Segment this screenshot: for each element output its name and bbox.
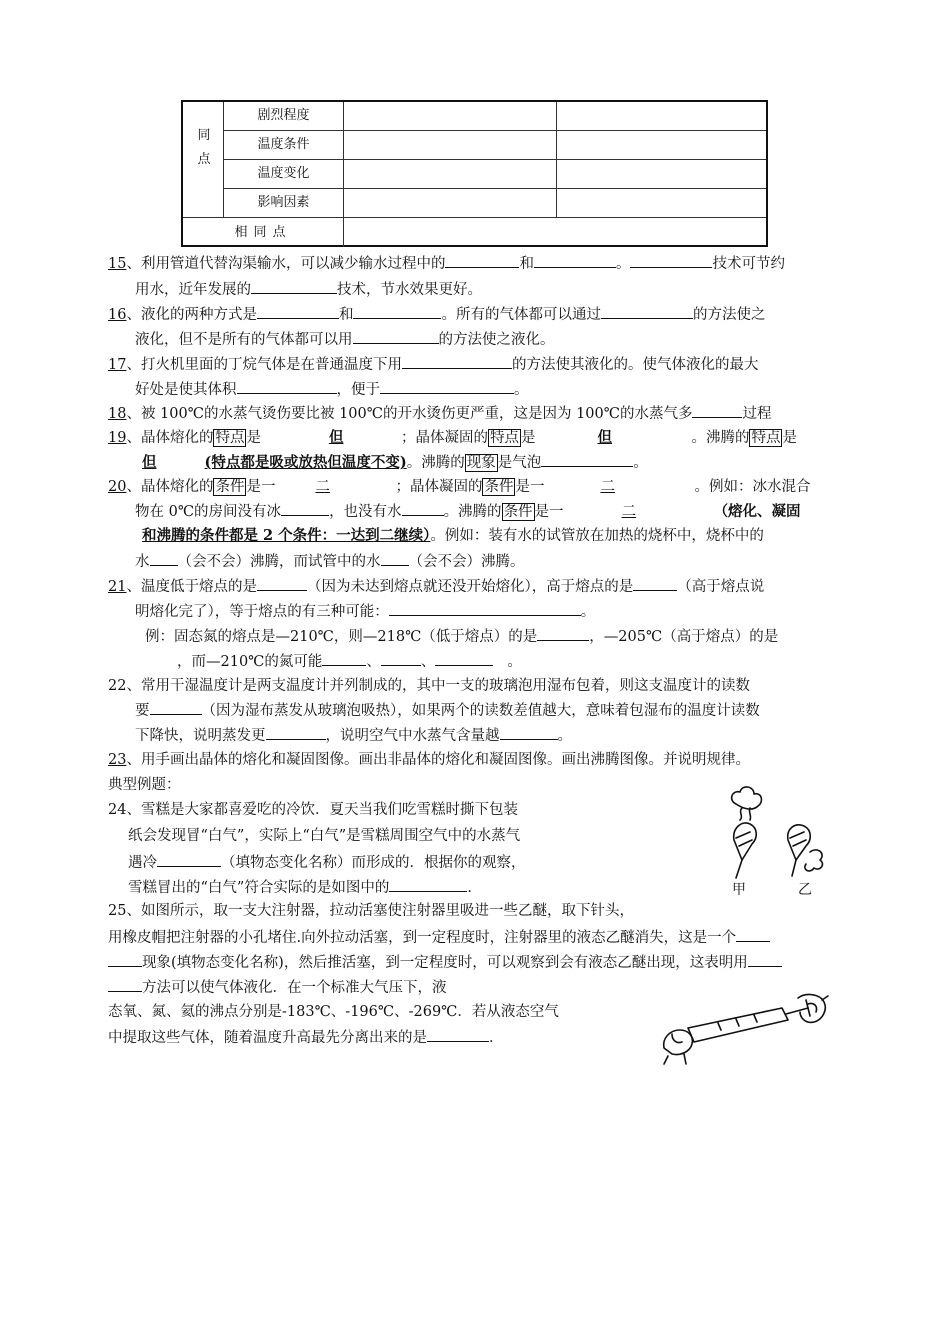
right-hand [798, 995, 825, 1023]
ice-cream-figure [718, 782, 830, 896]
answer-blank[interactable] [108, 952, 142, 967]
answer-blank[interactable] [630, 253, 712, 268]
table-row-same [183, 218, 766, 247]
answer-blank[interactable] [381, 551, 409, 566]
answer-blank[interactable] [633, 576, 677, 591]
question-24-line-4: 雪糕冒出的“白气”符合实际的是如图中的 ． [128, 877, 482, 898]
answer-blank[interactable] [534, 253, 616, 268]
answer-blank[interactable] [601, 304, 693, 319]
question-23: 23、用手画出晶体的熔化和凝固图像。画出非晶体的熔化和凝固图像。画出沸腾图像。并说明规律。 [108, 752, 750, 768]
answer-blank[interactable] [266, 725, 326, 740]
question-15-line-2: 用水，近年发展的 技术，节水效果更好。 [135, 279, 482, 300]
vertical-label-char: 同 [197, 128, 211, 143]
table-cell [344, 160, 557, 188]
answer-blank[interactable] [251, 279, 337, 294]
question-20-line-2: 物在 0℃的房间没有冰 ，也没有水 。沸腾的 条件 是一 二 （熔化、凝固 [135, 503, 801, 520]
table-vertical-header [183, 102, 224, 218]
question-22-line-2: 要 （因为湿布蒸发从玻璃泡吸热），如果两个的读数差值越大，意味着包湿布的温度计读数 [135, 700, 760, 721]
question-24-line-3: 遇冷 （填物态变化名称）而形成的．根据你的观察， [128, 852, 526, 873]
question-22-line-3: 下降快，说明蒸发更 ，说明空气中水蒸气含量越 。 [135, 725, 572, 746]
answer-blank[interactable] [402, 354, 512, 369]
answer-blank[interactable] [389, 601, 581, 616]
question-21-line-1: 21、温度低于熔点的是 （因为未达到熔点就还没开始熔化），高于熔点的是 （高于熔点说 [108, 576, 764, 597]
question-19-line-2: 但 (特点都是吸或放热但温度不变)。沸腾的 现象 是气泡 。 [142, 454, 648, 471]
answer-blank[interactable] [150, 700, 202, 715]
row-label: 温度变化 [224, 160, 344, 188]
steam-icon [732, 787, 762, 809]
question-25-line-3: 现象(填物态变化名称)，然后推活塞，到一定程度时，可以观察到会有液态乙醚出现，这表明用 [108, 952, 782, 973]
examples-title: 典型例题： [108, 777, 181, 793]
answer-blank[interactable] [402, 501, 444, 516]
answer-blank[interactable] [389, 877, 467, 892]
question-16-line-2: 液化，但不是所有的气体都可以用 的方法使之液化。 [135, 329, 555, 350]
answer-blank[interactable] [380, 379, 514, 394]
table-cell [344, 131, 557, 159]
question-21-line-4: ，而—210℃的氮可能 、 、 。 [177, 651, 522, 672]
answer-blank[interactable] [541, 452, 633, 467]
table-cell [344, 102, 557, 130]
same-label: 相同点 [183, 218, 344, 247]
row-label: 温度条件 [224, 131, 344, 159]
question-17-line-2: 好处是使其体积 ，便于 。 [135, 379, 529, 400]
figure-label-yi: 乙 [798, 882, 812, 896]
question-20-line-3: 和沸腾的条件都是 2 个条件：一达到二继续）。例如：装有水的试管放在加热的烧杯中，烧杯中的 [142, 527, 764, 544]
table-cell [344, 189, 557, 217]
question-25-line-6: 中提取这些气体，随着温度升高最先分离出来的是 ． [108, 1027, 504, 1048]
question-20-line-1: 20、晶体熔化的 条件 是一 二 ；晶体凝固的 条件 是一 二 。例如：冰水混合 [108, 479, 811, 495]
question-18: 18、被 100℃的水蒸气烫伤要比被 100℃的开水烫伤更严重，这是因为 100℃的水蒸气多 过程 [108, 403, 771, 424]
question-25-line-5: 态氧、氮、氦的沸点分别是-183℃、-196℃、-269℃．若从液态空气 [108, 1004, 559, 1020]
question-21-line-2: 明熔化完了），等于熔点的有三种可能： 。 [135, 601, 595, 622]
answer-blank[interactable] [257, 304, 339, 319]
answer-blank[interactable] [692, 403, 742, 418]
answer-blank[interactable] [435, 651, 493, 666]
question-16-line-1: 16、液化的两种方式是 和 。所有的气体都可以通过 的方法使之 [108, 304, 765, 325]
question-25-line-4: 方法可以使气体液化．在一个标准大气压下，液 [108, 977, 447, 998]
answer-blank[interactable] [157, 852, 221, 867]
question-19-line-1: 19、晶体熔化的 特点 是 但 ；晶体凝固的 特点 是 但 。沸腾的 特点 是 [108, 429, 797, 446]
question-17-line-1: 17、打火机里面的丁烷气体是在普通温度下用 的方法使其液化的。使气体液化的最大 [108, 354, 758, 375]
answer-blank[interactable] [748, 952, 782, 967]
answer-blank[interactable] [353, 304, 441, 319]
answer-blank[interactable] [237, 379, 337, 394]
question-21-line-3: 例：固态氮的熔点是—210℃，则—218℃（低于熔点）的是 ，—205℃（高于熔点）的是 [145, 626, 778, 647]
figure-label-jia: 甲 [732, 882, 746, 896]
question-25-line-1: 25、如图所示，取一支大注射器，拉动活塞使注射器里吸进一些乙醚，取下针头， [108, 903, 634, 919]
answer-blank[interactable] [257, 576, 307, 591]
question-20-line-4: 水 （会不会）沸腾，而试管中的水 （会不会）沸腾。 [135, 551, 525, 572]
answer-blank[interactable] [281, 501, 329, 516]
comparison-table [181, 100, 768, 247]
question-25-line-2: 用橡皮帽把注射器的小孔堵住.向外拉动活塞，到一定程度时，注射器里的液态乙醚消失，这是一个 [108, 927, 770, 948]
answer-blank[interactable] [537, 626, 589, 641]
syringe-figure [658, 990, 830, 1066]
table-row [224, 131, 766, 160]
row-label: 影响因素 [224, 189, 344, 217]
answer-blank[interactable] [381, 651, 421, 666]
question-24-line-1: 24、雪糕是大家都喜爱吃的冷饮．夏天当我们吃雪糕时撕下包装 [108, 802, 518, 818]
vertical-label-char: 点 [197, 152, 211, 167]
table-row [224, 189, 766, 218]
answer-blank[interactable] [427, 1027, 489, 1042]
row-label: 剧烈程度 [224, 102, 344, 130]
ice-cream-left [734, 823, 757, 860]
answer-blank[interactable] [322, 651, 366, 666]
answer-blank[interactable] [108, 977, 142, 992]
table-row [224, 160, 766, 189]
steam-icon [805, 850, 823, 871]
question-15-line-1: 15、利用管道代替沟渠输水，可以减少输水过程中的 和 。 技术可节约 [108, 253, 785, 274]
answer-blank[interactable] [500, 725, 558, 740]
answer-blank[interactable] [150, 551, 178, 566]
answer-blank[interactable] [736, 927, 770, 942]
answer-blank[interactable] [445, 253, 519, 268]
answer-blank[interactable] [353, 329, 439, 344]
question-22-line-1: 22、常用干湿温度计是两支温度计并列制成的，其中一支的玻璃泡用湿布包着，则这支温度计的读数 [108, 678, 750, 694]
question-24-line-2: 纸会发现冒“白气”，实际上“白气”是雪糕周围空气中的水蒸气 [128, 828, 521, 844]
table-row [224, 102, 766, 131]
